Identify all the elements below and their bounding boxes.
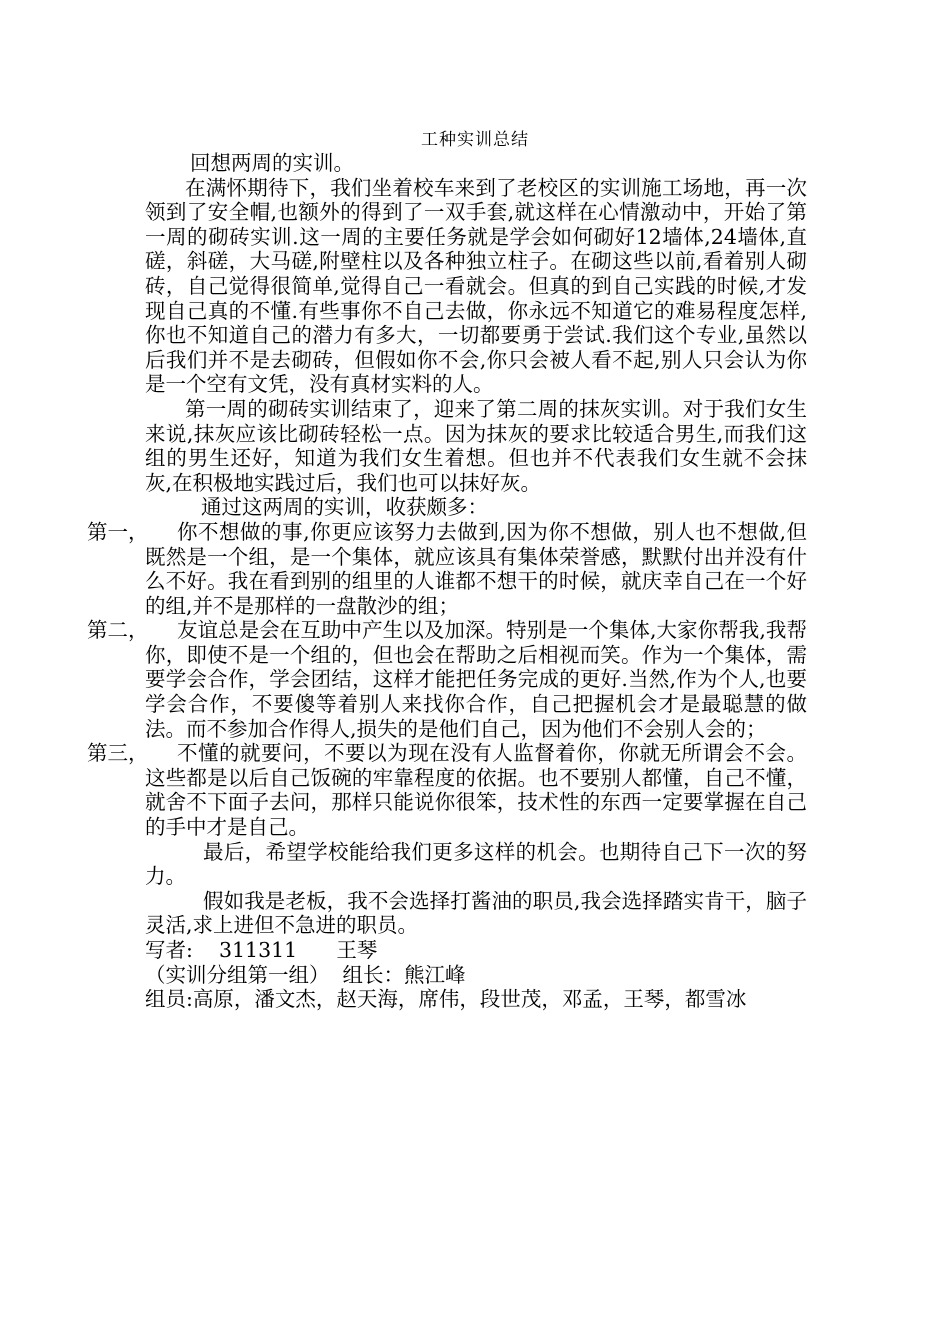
- paragraph-gains-intro: 通过这两周的实训，收获颇多：: [201, 495, 488, 520]
- paragraph-plastering: 第一周的砌砖实训结束了，迎来了第二周的抹灰实训。对于我们女生来说,抹灰应该比砌砖轻松一点。因为抹灰的要求比较适合男生,而我们这组的男生还好，知道为我们女生着想。但也并不代表我们女生就不会抹灰,在积极地实践过后，我们也可以抹好灰。: [145, 396, 807, 495]
- list-item-third: [87, 741, 807, 840]
- document-body: [87, 151, 807, 1012]
- author-line: 写者: 311311 王琴: [145, 938, 378, 962]
- list-item-text: 不懂的就要问，不要以为现在没有人监督着你，你就无所谓会不会。这些都是以后自己饭碗的牢靠程度的依据。也不要别人都懂，自己不懂，就舍不下面子去问，那样只能说你很笨，技术性的东西一定要掌握在自己的手中才是自己。: [145, 741, 807, 840]
- closing-paragraph: 最后，希望学校能给我们更多这样的机会。也期待自己下一次的努力。: [145, 839, 807, 889]
- boss-paragraph: 假如我是老板，我不会选择打酱油的职员,我会选择踏实肯干，脑子灵活,求上进但不急进的职员。: [145, 888, 807, 938]
- group-line: （实训分组第一组） 组长：熊江峰: [145, 962, 466, 987]
- list-item-text: 你不想做的事,你更应该努力去做到,因为你不想做，别人也不想做,但既然是一个组，是一个集体，就应该具有集体荣誉感，默默付出并没有什么不好。我在看到别的组里的人谁都不想干的时候，就庆幸自己在一个好的组,并不是那样的一盘散沙的组；: [145, 519, 807, 618]
- list-item-text: 友谊总是会在互助中产生以及加深。特别是一个集体,大家你帮我,我帮你，即使不是一个组的，但也会在帮助之后相视而笑。作为一个集体，需要学会合作，学会团结，这样才能把任务完成的更好.当然,作为个人,也要学会合作，不要傻等着别人来找你合作，自己把握机会才是最聪慧的做法。而不参加合作得人,损失的是他们自己，因为他们不会别人会的；: [145, 618, 807, 741]
- document-title: 工种实训总结: [421, 130, 529, 150]
- members-line: 组员:高原，潘文杰，赵天海，席伟，段世茂，邓孟，王琴，都雪冰: [145, 987, 747, 1012]
- paragraph-bricklaying: 在满怀期待下，我们坐着校车来到了老校区的实训施工场地，再一次领到了安全帽,也额外的得到了一双手套,就这样在心情激动中，开始了第一周的砌砖实训.这一周的主要任务就是学会如何砌好12墙体,24墙体,直磋，斜磋，大马磋,附壁柱以及各种独立柱子。在砌这些以前,看着别人砌砖，自己觉得很简单,觉得自己一看就会。但真的到自己实践的时候,才发现自己真的不懂.有些事你不自己去做，你永远不知道它的难易程度怎样,你也不知道自己的潜力有多大，一切都要勇于尝试.我们这个专业,虽然以后我们并不是去砌砖，但假如你不会,你只会被人看不起,别人只会认为你是一个空有文凭，没有真材实料的人。: [145, 175, 807, 397]
- intro-paragraph: 回想两周的实训。: [190, 151, 354, 175]
- list-item-label: 第二，: [87, 618, 149, 643]
- list-item-label: 第三，: [87, 741, 149, 766]
- list-item-label: 第一，: [87, 519, 149, 544]
- list-item-second: [87, 618, 807, 741]
- list-item-first: [87, 519, 807, 618]
